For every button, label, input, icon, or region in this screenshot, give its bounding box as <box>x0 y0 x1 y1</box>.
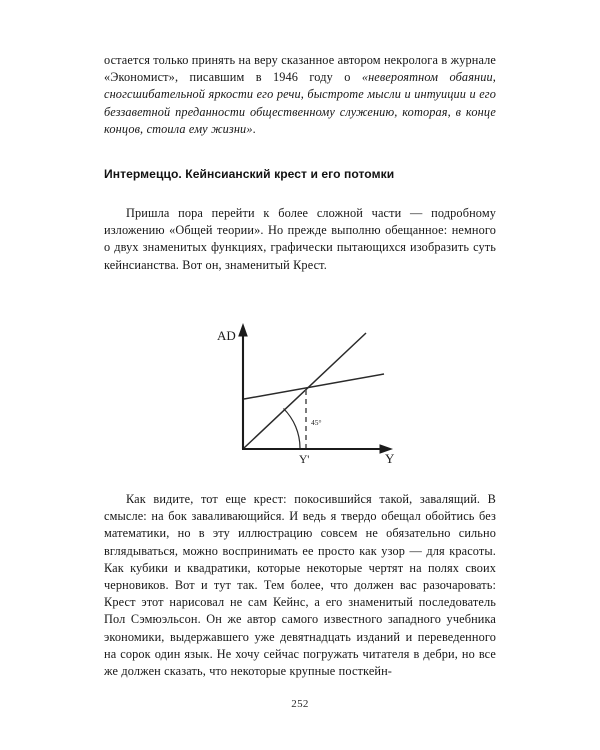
y-axis-label: AD <box>217 328 236 343</box>
paragraph-commentary: Как видите, тот еще крест: покосившийся такой, завалящий. В смысле: на бок заваливающийся. И ведь я твердо обещал обойтись без математики, но в эту иллюстрацию совсем не обязательно сильно вглядываться, можно воспринимать ее просто как узор — для красоты. Как кубики и квадратики, которые некоторые чертят на полях своих черновиков. Вот и тут так. Тем более, что должен вас разочаровать: Крест этот нарисовал не сам Кейнс, а его знаменитый последователь Пол Сэмюэльсон. Он же автор самого известного западного учебника экономики, выдержавшего уже девятнадцать изданий и переведенного на сорок один язык. Не хочу сейчас погружать читателя в дебри, но все же должен сказать, что некоторые крупные посткейн- <box>104 492 496 679</box>
text-column-lower <box>104 491 496 680</box>
paragraph-intro: Пришла пора перейти к более сложной части — подробному изложению «Общей теории». Но прежде выполню обещанное: немного о двух знаменитых функциях, графически пытающихся изобразить суть кейнсианства. Вот он, знаменитый Крест. <box>104 206 496 272</box>
paragraph-italic-quote: «невероятном обаянии, сногсшибательной яркости его речи, быстроте мысли и интуиции и его беззаветной преданности общественному служению, которая, в конце концов, стоила ему жизни» <box>104 70 496 136</box>
angle-label: 45° <box>311 418 322 427</box>
paragraph-continued <box>104 52 496 138</box>
spacer-after-heading <box>104 182 496 205</box>
spacer-before-heading <box>104 138 496 166</box>
keynesian-cross-svg <box>104 318 496 468</box>
page-number: 252 <box>291 698 309 710</box>
equilibrium-tick-label: Y' <box>299 454 310 466</box>
aggregate-demand-line <box>244 374 384 399</box>
text-column-upper <box>104 52 496 274</box>
section-heading: Интермеццо. Кейнсианский крест и его потомки <box>104 167 395 182</box>
paragraph-tail-text: . <box>252 121 256 136</box>
keynesian-cross-figure <box>104 318 496 468</box>
y-axis-arrowhead <box>238 323 248 337</box>
forty-five-degree-line <box>244 333 366 448</box>
paragraph-lead-text: остается только принять на веру сказанное автором некролога в журнале «Экономист», писавшим в 1946 году о <box>104 53 496 85</box>
angle-arc <box>284 409 301 449</box>
x-axis-label: Y <box>385 451 395 466</box>
